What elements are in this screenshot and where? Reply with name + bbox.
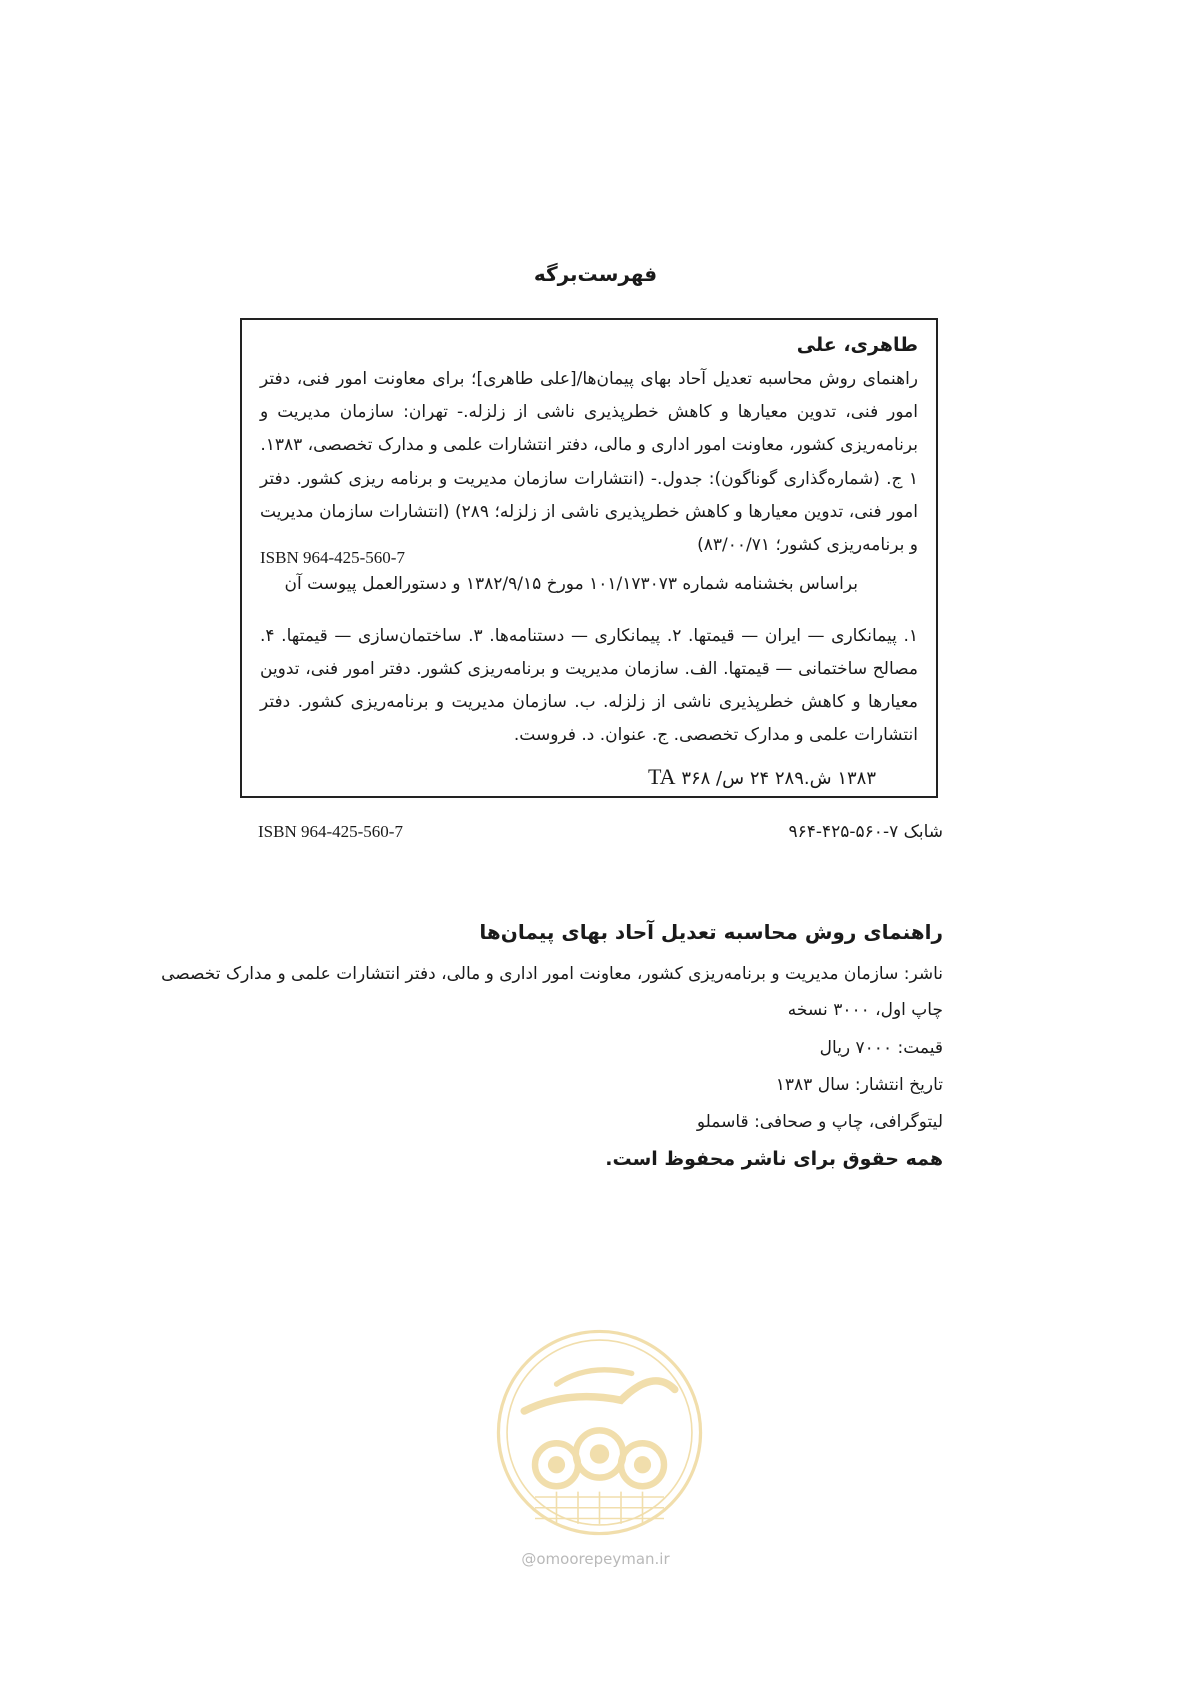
cip-circular-note: براساس بخشنامه شماره ۱۰۱/۱۷۳۰۷۳ مورخ ۱۳۸۲/۹/۱۵ و دستورالعمل پیوست آن bbox=[284, 574, 858, 594]
copyright-notice: همه حقوق برای ناشر محفوظ است. bbox=[605, 1148, 943, 1170]
cip-record-box bbox=[240, 318, 938, 798]
page-title: فهرست‌برگه bbox=[533, 262, 658, 286]
cip-series-note: ۱ ج. (شماره‌گذاری گوناگون): جدول.- (انتشارات سازمان مدیریت و برنامه ریزی کشور. دفتر امور فنی، تدوین معیارها و کاهش خطرپذیری ناشی از زلزله؛ ۲۸۹) (انتشارات سازمان مدیریت و برنامه‌ریزی کشور؛ ۸۳/۰۰/۷۱) bbox=[260, 469, 919, 555]
isbn-number: ISBN 964-425-560-7 bbox=[258, 822, 403, 841]
book-title: راهنمای روش محاسبه تعدیل آحاد بهای پیمان‌ها bbox=[479, 920, 943, 944]
cip-description: راهنمای روش محاسبه تعدیل آحاد بهای پیمان‌ها/[علی طاهری]؛ برای معاونت امور فنی، دفتر امور فنی، تدوین معیارها و کاهش خطرپذیری ناشی از زلزله.- تهران: سازمان مدیریت و برنامه‌ریزی کشور، معاونت امور اداری و مالی، دفتر انتشارات علمی و مدارک تخصصی، ۱۳۸۳. bbox=[260, 369, 918, 455]
shabak-number: شابک ۷-۵۶۰-۴۲۵-۹۶۴ bbox=[788, 822, 943, 842]
publication-date-line: تاریخ انتشار: سال ۱۳۸۳ bbox=[775, 1075, 943, 1095]
watermark-site: @omoorepeyman.ir bbox=[521, 1550, 670, 1568]
cip-isbn: ISBN 964-425-560-7 bbox=[260, 548, 405, 567]
cip-lc-class: TA bbox=[648, 764, 676, 789]
lithography-line: لیتوگرافی، چاپ و صحافی: قاسملو bbox=[696, 1112, 943, 1132]
publisher-line: ناشر: سازمان مدیریت و برنامه‌ریزی کشور، معاونت امور اداری و مالی، دفتر انتشارات علمی و مدارک تخصصی bbox=[161, 964, 943, 984]
price-line: قیمت: ۷۰۰۰ ریال bbox=[819, 1038, 943, 1058]
watermark-logo bbox=[492, 1325, 707, 1540]
cip-classification-number: ۱۳۸۳ ش.۲۸۹ ۲۴ س/ ۳۶۸ bbox=[681, 768, 876, 789]
edition-line: چاپ اول، ۳۰۰۰ نسخه bbox=[787, 1000, 943, 1020]
cip-classification bbox=[640, 764, 876, 790]
cip-author: طاهری، علی bbox=[796, 334, 918, 356]
cip-subjects: ۱. پیمانکاری — ایران — قیمتها. ۲. پیمانکاری — دستنامه‌ها. ۳. ساختمان‌سازی — قیمتها. ۴. مصالح ساختمانی — قیمتها. الف. سازمان مدیریت و برنامه‌ریزی کشور. دفتر امور فنی، تدوین معیارها و کاهش خطرپذیری ناشی از زلزله. ب. سازمان مدیریت و برنامه‌ریزی کشور. دفتر انتشارات علمی و مدارک تخصصی. ج. عنوان. د. فروست. bbox=[260, 626, 918, 745]
